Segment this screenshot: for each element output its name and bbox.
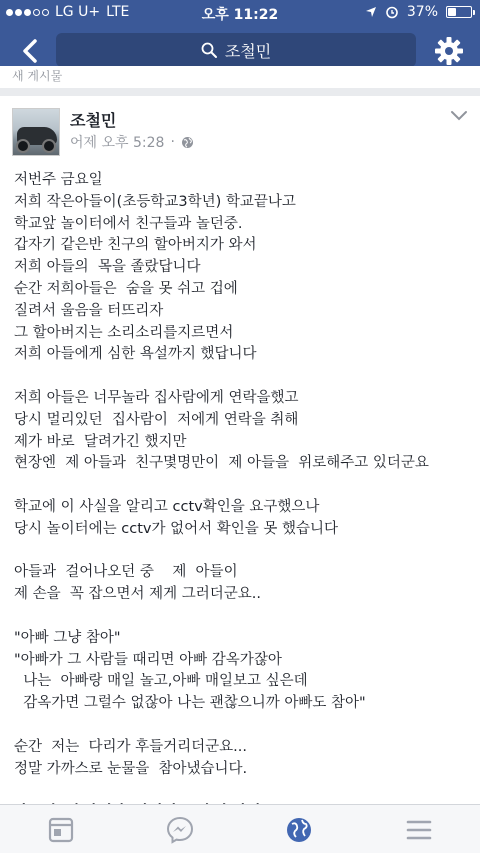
post-line xyxy=(14,715,470,737)
post-line xyxy=(14,541,470,563)
post-line: 저희 아들의 목을 졸랐답니다 xyxy=(14,259,201,276)
network-label: LTE xyxy=(106,4,130,20)
post-card xyxy=(0,96,480,816)
post-line: 순간 저희아들은 숨을 못 쉬고 겁에 xyxy=(14,280,238,297)
post-line: 저희 아들에게 심한 욕설까지 했답니다 xyxy=(14,346,257,363)
post-line: 학교에 이 사실을 알리고 cctv확인을 요구했으나 xyxy=(14,498,320,515)
post-line: 저희 아들은 너무놀라 집사람에게 연락을했고 xyxy=(14,389,299,406)
post-line: 질려서 울음을 터뜨리자 xyxy=(14,302,164,319)
avatar[interactable] xyxy=(12,108,60,156)
battery-icon xyxy=(446,6,472,18)
alarm-icon xyxy=(385,5,399,19)
post-line: 당시 놀이터에는 cctv가 없어서 확인을 못 했습니다 xyxy=(14,520,338,537)
post-line: 학교앞 놀이터에서 친구들과 놀던중. xyxy=(14,215,243,232)
bottom-tab-bar xyxy=(0,804,480,853)
post-line: "아빠가 그 사람들 때리면 아빠 감옥가잖아 xyxy=(14,651,282,668)
carrier-label: LG U+ xyxy=(55,4,101,20)
location-arrow-icon xyxy=(365,6,377,18)
back-arrow-icon[interactable] xyxy=(16,36,46,66)
gear-icon[interactable] xyxy=(434,36,464,66)
post-meta: 어제 오후 5:28 · xyxy=(70,132,194,152)
globe-privacy-icon xyxy=(181,136,194,149)
post-line: 나는 아빠랑 매일 놀고,아빠 매일보고 싶은데 xyxy=(14,673,308,690)
battery-percent: 37% xyxy=(406,4,438,20)
search-query-text: 조철민 xyxy=(224,41,272,61)
chevron-down-icon[interactable] xyxy=(450,110,468,122)
status-time: 오후 11:22 xyxy=(201,7,279,23)
post-line: 제가 바로 달려가긴 했지만 xyxy=(14,433,187,450)
content-area xyxy=(0,69,480,804)
search-input[interactable] xyxy=(56,33,416,67)
search-icon xyxy=(201,42,217,58)
post-line: 순간 저는 다리가 후들거리더군요... xyxy=(14,738,247,755)
messenger-icon[interactable] xyxy=(165,815,195,845)
post-line: 그 할아버지는 소리소리를지르면서 xyxy=(14,324,234,341)
post-line xyxy=(14,475,470,497)
post-line: 감옥가면 그럴수 없잖아 나는 괜찮으니까 아빠도 참아" xyxy=(14,695,366,712)
post-body xyxy=(14,170,470,846)
post-line: 저번주 금요일 xyxy=(14,172,103,188)
post-line xyxy=(14,606,470,628)
previous-section-label: 새 게시물 xyxy=(0,66,480,88)
post-line: 저희 작은아들이(초등학교3학년) 학교끝나고 xyxy=(14,193,296,210)
post-line: 갑자기 같은반 친구의 할아버지가 와서 xyxy=(14,237,257,254)
post-line xyxy=(14,366,470,388)
notifications-globe-icon[interactable] xyxy=(284,815,314,845)
post-line: 정말 가까스로 눈물을 참아냈습니다. xyxy=(14,760,248,777)
post-author-name[interactable]: 조철민 xyxy=(70,111,117,130)
post-line: 제 손을 꼭 잡으면서 제게 그러더군요.. xyxy=(14,586,261,603)
status-right xyxy=(365,4,472,20)
post-line: 아들과 걸어나오던 중 제 아들이 xyxy=(14,564,238,581)
news-feed-icon[interactable] xyxy=(46,815,76,845)
post-timestamp[interactable]: 어제 오후 5:28 xyxy=(70,135,165,151)
post-line: 현장엔 제 아들과 친구몇명만이 제 아들을 위로해주고 있더군요 xyxy=(14,455,429,472)
post-line: 당시 멀리있던 집사람이 저에게 연락을 취해 xyxy=(14,411,299,428)
status-bar xyxy=(0,0,480,24)
post-line xyxy=(14,780,470,802)
post-line: "아빠 그냥 참아" xyxy=(14,629,121,646)
more-menu-icon[interactable] xyxy=(404,815,434,845)
